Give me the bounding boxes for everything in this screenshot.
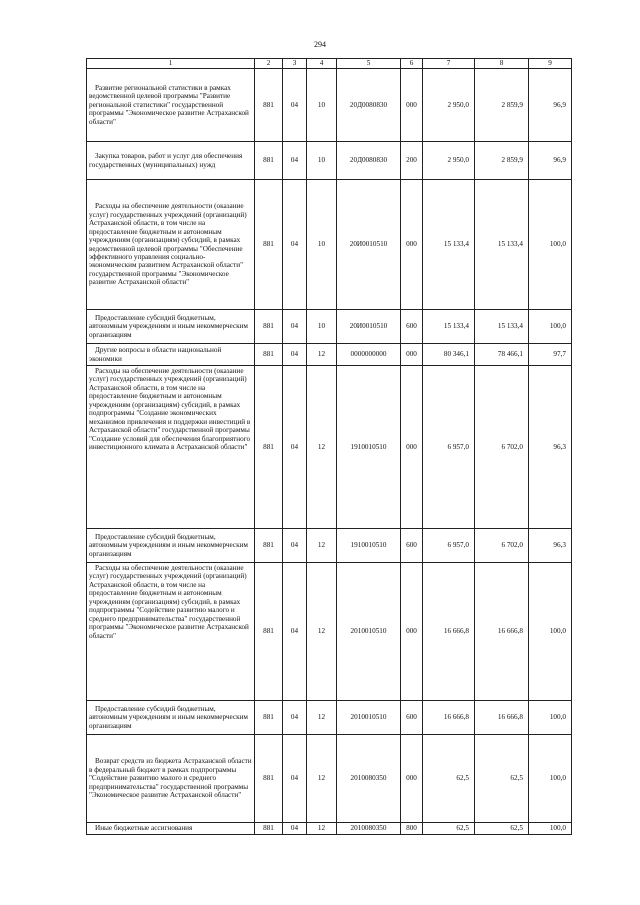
cell-planned: 15 133,4 (423, 180, 475, 310)
cell-actual: 6 702,0 (475, 529, 529, 563)
cell-expense-type: 600 (401, 701, 423, 735)
cell-planned: 62,5 (423, 823, 475, 835)
cell-percent: 96,3 (529, 529, 572, 563)
table-row (87, 142, 572, 180)
cell-planned: 62,5 (423, 735, 475, 823)
header-col-1: 1 (87, 59, 255, 69)
cell-ministry: 881 (255, 529, 283, 563)
table-row (87, 180, 572, 310)
cell-subsection: 12 (307, 735, 337, 823)
cell-ministry: 881 (255, 823, 283, 835)
header-col-6: 6 (401, 59, 423, 69)
cell-actual: 15 133,4 (475, 180, 529, 310)
row-name: Предоставление субсидий бюджетным, автономным учреждениям и иным некоммерческим организациям (87, 310, 255, 344)
cell-expense-type: 000 (401, 69, 423, 142)
cell-subsection: 12 (307, 701, 337, 735)
table-row (87, 310, 572, 344)
row-name: Иные бюджетные ассигнования (87, 823, 255, 835)
cell-target-article: 1910010510 (337, 529, 401, 563)
cell-ministry: 881 (255, 310, 283, 344)
cell-ministry: 881 (255, 180, 283, 310)
cell-target-article: 0000000000 (337, 344, 401, 366)
cell-percent: 100,0 (529, 310, 572, 344)
cell-actual: 62,5 (475, 735, 529, 823)
cell-expense-type: 000 (401, 344, 423, 366)
cell-percent: 96,9 (529, 142, 572, 180)
page-number: 294 (314, 40, 326, 49)
cell-expense-type: 600 (401, 310, 423, 344)
cell-subsection: 10 (307, 69, 337, 142)
cell-percent: 97,7 (529, 344, 572, 366)
cell-percent: 100,0 (529, 701, 572, 735)
cell-section: 04 (283, 142, 307, 180)
cell-percent: 100,0 (529, 823, 572, 835)
cell-ministry: 881 (255, 69, 283, 142)
cell-target-article: 2010010510 (337, 563, 401, 701)
cell-planned: 2 950,0 (423, 142, 475, 180)
cell-percent: 100,0 (529, 735, 572, 823)
table-row (87, 563, 572, 701)
cell-ministry: 881 (255, 563, 283, 701)
header-col-9: 9 (529, 59, 572, 69)
cell-percent: 100,0 (529, 563, 572, 701)
row-name: Расходы на обеспечение деятельности (оказание услуг) государственных учреждений (организаций) Астраханской области, в том числе на предоставление бюджетным и автономным учреждениям (организациям) субсидий, в рамках подпрограммы "Создание экономических механизмов привлечения и поддержки инвестиций в Астраханской области" государственной программы "Создание условий для обеспечения благоприятного инвестиционного климата в Астраханской области" (87, 366, 255, 529)
table-row (87, 69, 572, 142)
cell-subsection: 12 (307, 529, 337, 563)
cell-percent: 96,9 (529, 69, 572, 142)
header-col-3: 3 (283, 59, 307, 69)
row-name: Развитие региональной статистики в рамках ведомственной целевой программы "Развитие региональной статистики" государственной программы "Экономическое развитие Астраханской области" (87, 69, 255, 142)
row-name: Расходы на обеспечение деятельности (оказание услуг) государственных учреждений (организаций) Астраханской области, в том числе на предоставление бюджетным и автономным учреждениям (организациям) субсидий, в рамках подпрограммы "Содействие развитию малого и среднего предпринимательства" государственной программы "Экономическое развитие Астраханской области" (87, 563, 255, 701)
cell-target-article: 20И0010510 (337, 180, 401, 310)
cell-ministry: 881 (255, 142, 283, 180)
table-row (87, 823, 572, 835)
cell-expense-type: 600 (401, 529, 423, 563)
cell-section: 04 (283, 366, 307, 529)
cell-planned: 6 957,0 (423, 529, 475, 563)
cell-planned: 16 666,8 (423, 563, 475, 701)
budget-table (86, 58, 572, 835)
header-col-2: 2 (255, 59, 283, 69)
cell-subsection: 12 (307, 823, 337, 835)
cell-planned: 2 950,0 (423, 69, 475, 142)
table-row (87, 529, 572, 563)
cell-planned: 16 666,8 (423, 701, 475, 735)
header-col-8: 8 (475, 59, 529, 69)
cell-ministry: 881 (255, 366, 283, 529)
cell-subsection: 10 (307, 142, 337, 180)
cell-target-article: 20Д0080830 (337, 69, 401, 142)
cell-target-article: 2010080350 (337, 823, 401, 835)
cell-actual: 2 859,9 (475, 142, 529, 180)
cell-target-article: 20Д0080830 (337, 142, 401, 180)
cell-target-article: 2010080350 (337, 735, 401, 823)
cell-subsection: 12 (307, 344, 337, 366)
row-name: Предоставление субсидий бюджетным, автономным учреждениям и иным некоммерческим организациям (87, 529, 255, 563)
table-row (87, 701, 572, 735)
cell-subsection: 12 (307, 563, 337, 701)
cell-section: 04 (283, 180, 307, 310)
cell-expense-type: 800 (401, 823, 423, 835)
header-col-7: 7 (423, 59, 475, 69)
header-col-5: 5 (337, 59, 401, 69)
cell-ministry: 881 (255, 344, 283, 366)
cell-ministry: 881 (255, 701, 283, 735)
cell-expense-type: 000 (401, 735, 423, 823)
table-row (87, 344, 572, 366)
cell-section: 04 (283, 735, 307, 823)
table-row (87, 366, 572, 529)
cell-actual: 78 466,1 (475, 344, 529, 366)
cell-target-article: 2010010510 (337, 701, 401, 735)
cell-section: 04 (283, 823, 307, 835)
cell-ministry: 881 (255, 735, 283, 823)
cell-actual: 2 859,9 (475, 69, 529, 142)
cell-actual: 6 702,0 (475, 366, 529, 529)
cell-section: 04 (283, 69, 307, 142)
row-name: Предоставление субсидий бюджетным, автономным учреждениям и иным некоммерческим организациям (87, 701, 255, 735)
row-name: Возврат средств из бюджета Астраханской области в федеральный бюджет в рамках подпрограммы "Содействие развитию малого и среднего предпринимательства" государственной программы "Экономическое развитие Астраханской области" (87, 735, 255, 823)
cell-planned: 80 346,1 (423, 344, 475, 366)
cell-actual: 16 666,8 (475, 701, 529, 735)
cell-target-article: 1910010510 (337, 366, 401, 529)
cell-subsection: 10 (307, 310, 337, 344)
cell-section: 04 (283, 344, 307, 366)
cell-expense-type: 000 (401, 366, 423, 529)
cell-actual: 16 666,8 (475, 563, 529, 701)
row-name: Другие вопросы в области национальной экономики (87, 344, 255, 366)
header-row (87, 59, 572, 69)
cell-actual: 62,5 (475, 823, 529, 835)
cell-percent: 100,0 (529, 180, 572, 310)
cell-subsection: 12 (307, 366, 337, 529)
row-name: Расходы на обеспечение деятельности (оказание услуг) государственных учреждений (организаций) Астраханской области, в том числе на предоставление бюджетным и автономным учреждениям (организациям) субсидий, в рамках ведомственной целевой программы "Обеспечение эффективного управления социально-экономическим развитием Астраханской области" государственной программы "Экономическое развитие Астраханской области" (87, 180, 255, 310)
cell-target-article: 20И0010510 (337, 310, 401, 344)
table-row (87, 735, 572, 823)
cell-expense-type: 000 (401, 563, 423, 701)
cell-section: 04 (283, 529, 307, 563)
header-col-4: 4 (307, 59, 337, 69)
cell-section: 04 (283, 701, 307, 735)
cell-planned: 6 957,0 (423, 366, 475, 529)
cell-actual: 15 133,4 (475, 310, 529, 344)
cell-expense-type: 000 (401, 180, 423, 310)
cell-subsection: 10 (307, 180, 337, 310)
cell-expense-type: 200 (401, 142, 423, 180)
row-name: Закупка товаров, работ и услуг для обеспечения государственных (муниципальных) нужд (87, 142, 255, 180)
cell-planned: 15 133,4 (423, 310, 475, 344)
cell-section: 04 (283, 310, 307, 344)
cell-section: 04 (283, 563, 307, 701)
cell-percent: 96,3 (529, 366, 572, 529)
